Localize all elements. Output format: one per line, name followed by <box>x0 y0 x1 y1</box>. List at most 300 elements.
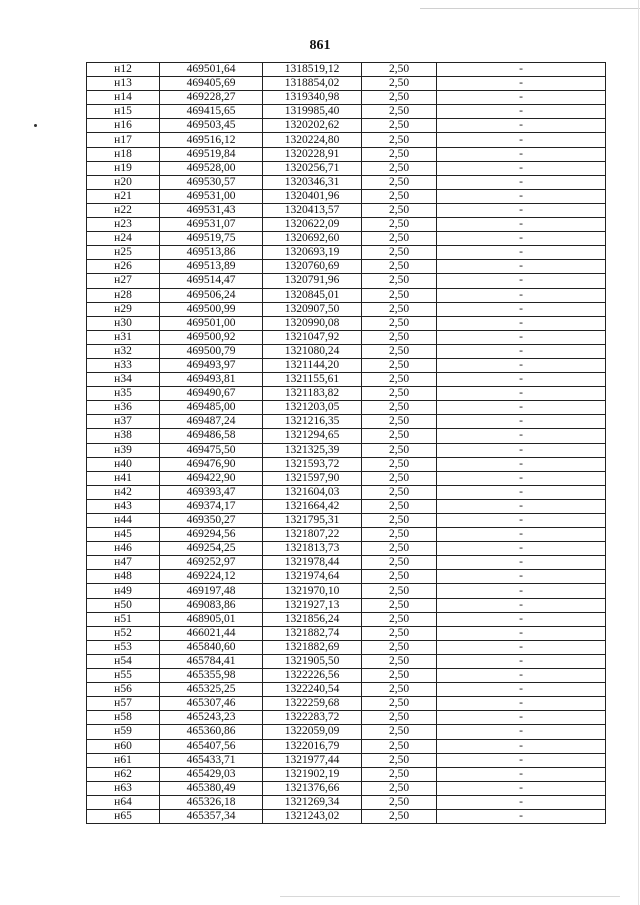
table-row <box>87 288 606 302</box>
table-row <box>87 570 606 584</box>
y-coordinate-cell: 1320256,71 <box>263 161 362 175</box>
table-row <box>87 767 606 781</box>
y-coordinate-cell: 1320202,62 <box>263 119 362 133</box>
page-number: 861 <box>309 38 331 53</box>
point-id-cell: н56 <box>87 683 160 697</box>
point-id-cell: н36 <box>87 401 160 415</box>
x-coordinate-cell: 465380,49 <box>160 781 263 795</box>
note-cell: - <box>437 485 606 499</box>
accuracy-cell: 2,50 <box>362 809 437 823</box>
x-coordinate-cell: 469476,90 <box>160 457 263 471</box>
note-cell: - <box>437 260 606 274</box>
point-id-cell: н60 <box>87 739 160 753</box>
table-row <box>87 147 606 161</box>
x-coordinate-cell: 469516,12 <box>160 133 263 147</box>
accuracy-cell: 2,50 <box>362 373 437 387</box>
note-cell: - <box>437 232 606 246</box>
table-row <box>87 612 606 626</box>
point-id-cell: н34 <box>87 373 160 387</box>
note-cell: - <box>437 373 606 387</box>
note-cell: - <box>437 246 606 260</box>
table-row <box>87 133 606 147</box>
note-cell: - <box>437 443 606 457</box>
accuracy-cell: 2,50 <box>362 584 437 598</box>
table-row <box>87 809 606 823</box>
note-cell: - <box>437 63 606 77</box>
y-coordinate-cell: 1321203,05 <box>263 401 362 415</box>
table-row <box>87 542 606 556</box>
note-cell: - <box>437 767 606 781</box>
accuracy-cell: 2,50 <box>362 725 437 739</box>
x-coordinate-cell: 465360,86 <box>160 725 263 739</box>
table-row <box>87 471 606 485</box>
y-coordinate-cell: 1321294,65 <box>263 429 362 443</box>
y-coordinate-cell: 1320990,08 <box>263 316 362 330</box>
y-coordinate-cell: 1321269,34 <box>263 795 362 809</box>
accuracy-cell: 2,50 <box>362 683 437 697</box>
accuracy-cell: 2,50 <box>362 514 437 528</box>
y-coordinate-cell: 1321047,92 <box>263 330 362 344</box>
accuracy-cell: 2,50 <box>362 63 437 77</box>
point-id-cell: н35 <box>87 387 160 401</box>
point-id-cell: н21 <box>87 189 160 203</box>
accuracy-cell: 2,50 <box>362 105 437 119</box>
accuracy-cell: 2,50 <box>362 133 437 147</box>
table-row <box>87 274 606 288</box>
point-id-cell: н61 <box>87 753 160 767</box>
y-coordinate-cell: 1321593,72 <box>263 457 362 471</box>
note-cell: - <box>437 119 606 133</box>
y-coordinate-cell: 1321882,74 <box>263 626 362 640</box>
accuracy-cell: 2,50 <box>362 697 437 711</box>
table-row <box>87 246 606 260</box>
y-coordinate-cell: 1321970,10 <box>263 584 362 598</box>
accuracy-cell: 2,50 <box>362 344 437 358</box>
table-row <box>87 175 606 189</box>
table-row <box>87 669 606 683</box>
point-id-cell: н27 <box>87 274 160 288</box>
note-cell: - <box>437 302 606 316</box>
y-coordinate-cell: 1321604,03 <box>263 485 362 499</box>
accuracy-cell: 2,50 <box>362 471 437 485</box>
note-cell: - <box>437 91 606 105</box>
note-cell: - <box>437 161 606 175</box>
y-coordinate-cell: 1320224,80 <box>263 133 362 147</box>
accuracy-cell: 2,50 <box>362 175 437 189</box>
x-coordinate-cell: 469531,43 <box>160 203 263 217</box>
note-cell: - <box>437 781 606 795</box>
accuracy-cell: 2,50 <box>362 246 437 260</box>
x-coordinate-cell: 469501,00 <box>160 316 263 330</box>
note-cell: - <box>437 640 606 654</box>
y-coordinate-cell: 1321216,35 <box>263 415 362 429</box>
point-id-cell: н62 <box>87 767 160 781</box>
point-id-cell: н30 <box>87 316 160 330</box>
point-id-cell: н42 <box>87 485 160 499</box>
note-cell: - <box>437 654 606 668</box>
table-row <box>87 795 606 809</box>
point-id-cell: н48 <box>87 570 160 584</box>
accuracy-cell: 2,50 <box>362 119 437 133</box>
table-row <box>87 358 606 372</box>
table-row <box>87 654 606 668</box>
table-row <box>87 203 606 217</box>
table-row <box>87 499 606 513</box>
y-coordinate-cell: 1321807,22 <box>263 528 362 542</box>
accuracy-cell: 2,50 <box>362 77 437 91</box>
x-coordinate-cell: 469405,69 <box>160 77 263 91</box>
x-coordinate-cell: 469415,65 <box>160 105 263 119</box>
x-coordinate-cell: 469224,12 <box>160 570 263 584</box>
note-cell: - <box>437 584 606 598</box>
accuracy-cell: 2,50 <box>362 654 437 668</box>
y-coordinate-cell: 1319985,40 <box>263 105 362 119</box>
point-id-cell: н46 <box>87 542 160 556</box>
x-coordinate-cell: 465429,03 <box>160 767 263 781</box>
accuracy-cell: 2,50 <box>362 669 437 683</box>
y-coordinate-cell: 1321856,24 <box>263 612 362 626</box>
x-coordinate-cell: 469486,58 <box>160 429 263 443</box>
accuracy-cell: 2,50 <box>362 316 437 330</box>
x-coordinate-cell: 469422,90 <box>160 471 263 485</box>
table-row <box>87 556 606 570</box>
accuracy-cell: 2,50 <box>362 739 437 753</box>
x-coordinate-cell: 469228,27 <box>160 91 263 105</box>
y-coordinate-cell: 1322226,56 <box>263 669 362 683</box>
x-coordinate-cell: 468905,01 <box>160 612 263 626</box>
table-row <box>87 415 606 429</box>
accuracy-cell: 2,50 <box>362 556 437 570</box>
accuracy-cell: 2,50 <box>362 711 437 725</box>
x-coordinate-cell: 465407,56 <box>160 739 263 753</box>
x-coordinate-cell: 469501,64 <box>160 63 263 77</box>
x-coordinate-cell: 469513,89 <box>160 260 263 274</box>
x-coordinate-cell: 469528,00 <box>160 161 263 175</box>
x-coordinate-cell: 469197,48 <box>160 584 263 598</box>
y-coordinate-cell: 1321664,42 <box>263 499 362 513</box>
x-coordinate-cell: 469531,07 <box>160 218 263 232</box>
y-coordinate-cell: 1321977,44 <box>263 753 362 767</box>
table-row <box>87 91 606 105</box>
note-cell: - <box>437 795 606 809</box>
table-row <box>87 260 606 274</box>
note-cell: - <box>437 809 606 823</box>
point-id-cell: н41 <box>87 471 160 485</box>
scan-top-border <box>420 8 640 9</box>
y-coordinate-cell: 1321243,02 <box>263 809 362 823</box>
accuracy-cell: 2,50 <box>362 147 437 161</box>
note-cell: - <box>437 499 606 513</box>
table-row <box>87 302 606 316</box>
y-coordinate-cell: 1321183,82 <box>263 387 362 401</box>
accuracy-cell: 2,50 <box>362 401 437 415</box>
note-cell: - <box>437 175 606 189</box>
note-cell: - <box>437 415 606 429</box>
table-row <box>87 316 606 330</box>
accuracy-cell: 2,50 <box>362 485 437 499</box>
table-row <box>87 443 606 457</box>
y-coordinate-cell: 1320413,57 <box>263 203 362 217</box>
table-row <box>87 457 606 471</box>
accuracy-cell: 2,50 <box>362 218 437 232</box>
y-coordinate-cell: 1321376,66 <box>263 781 362 795</box>
point-id-cell: н16 <box>87 119 160 133</box>
x-coordinate-cell: 469487,24 <box>160 415 263 429</box>
note-cell: - <box>437 387 606 401</box>
table-row <box>87 781 606 795</box>
y-coordinate-cell: 1320907,50 <box>263 302 362 316</box>
point-id-cell: н58 <box>87 711 160 725</box>
note-cell: - <box>437 203 606 217</box>
point-id-cell: н50 <box>87 598 160 612</box>
point-id-cell: н15 <box>87 105 160 119</box>
point-id-cell: н45 <box>87 528 160 542</box>
y-coordinate-cell: 1318854,02 <box>263 77 362 91</box>
point-id-cell: н47 <box>87 556 160 570</box>
note-cell: - <box>437 77 606 91</box>
x-coordinate-cell: 469294,56 <box>160 528 263 542</box>
x-coordinate-cell: 469500,79 <box>160 344 263 358</box>
y-coordinate-cell: 1322283,72 <box>263 711 362 725</box>
table-row <box>87 711 606 725</box>
point-id-cell: н23 <box>87 218 160 232</box>
x-coordinate-cell: 466021,44 <box>160 626 263 640</box>
table-row <box>87 387 606 401</box>
accuracy-cell: 2,50 <box>362 542 437 556</box>
point-id-cell: н37 <box>87 415 160 429</box>
accuracy-cell: 2,50 <box>362 443 437 457</box>
y-coordinate-cell: 1320845,01 <box>263 288 362 302</box>
table-row <box>87 218 606 232</box>
table-row <box>87 105 606 119</box>
y-coordinate-cell: 1319340,98 <box>263 91 362 105</box>
table-row <box>87 63 606 77</box>
x-coordinate-cell: 469493,97 <box>160 358 263 372</box>
accuracy-cell: 2,50 <box>362 457 437 471</box>
accuracy-cell: 2,50 <box>362 189 437 203</box>
point-id-cell: н44 <box>87 514 160 528</box>
y-coordinate-cell: 1321795,31 <box>263 514 362 528</box>
y-coordinate-cell: 1322240,54 <box>263 683 362 697</box>
accuracy-cell: 2,50 <box>362 640 437 654</box>
table-row <box>87 330 606 344</box>
x-coordinate-cell: 469374,17 <box>160 499 263 513</box>
x-coordinate-cell: 465355,98 <box>160 669 263 683</box>
y-coordinate-cell: 1321144,20 <box>263 358 362 372</box>
x-coordinate-cell: 469531,00 <box>160 189 263 203</box>
point-id-cell: н20 <box>87 175 160 189</box>
x-coordinate-cell: 469350,27 <box>160 514 263 528</box>
y-coordinate-cell: 1320693,19 <box>263 246 362 260</box>
table-row <box>87 344 606 358</box>
point-id-cell: н31 <box>87 330 160 344</box>
note-cell: - <box>437 189 606 203</box>
note-cell: - <box>437 556 606 570</box>
table-row <box>87 232 606 246</box>
point-id-cell: н49 <box>87 584 160 598</box>
y-coordinate-cell: 1321597,90 <box>263 471 362 485</box>
y-coordinate-cell: 1321902,19 <box>263 767 362 781</box>
y-coordinate-cell: 1320401,96 <box>263 189 362 203</box>
x-coordinate-cell: 469252,97 <box>160 556 263 570</box>
y-coordinate-cell: 1321978,44 <box>263 556 362 570</box>
note-cell: - <box>437 218 606 232</box>
note-cell: - <box>437 669 606 683</box>
y-coordinate-cell: 1320346,31 <box>263 175 362 189</box>
table-row <box>87 485 606 499</box>
accuracy-cell: 2,50 <box>362 91 437 105</box>
table-row <box>87 528 606 542</box>
x-coordinate-cell: 469254,25 <box>160 542 263 556</box>
point-id-cell: н40 <box>87 457 160 471</box>
table-row <box>87 697 606 711</box>
x-coordinate-cell: 469485,00 <box>160 401 263 415</box>
x-coordinate-cell: 465357,34 <box>160 809 263 823</box>
note-cell: - <box>437 683 606 697</box>
y-coordinate-cell: 1318519,12 <box>263 63 362 77</box>
x-coordinate-cell: 469493,81 <box>160 373 263 387</box>
point-id-cell: н22 <box>87 203 160 217</box>
point-id-cell: н55 <box>87 669 160 683</box>
x-coordinate-cell: 469519,75 <box>160 232 263 246</box>
x-coordinate-cell: 469530,57 <box>160 175 263 189</box>
x-coordinate-cell: 469500,92 <box>160 330 263 344</box>
accuracy-cell: 2,50 <box>362 260 437 274</box>
point-id-cell: н29 <box>87 302 160 316</box>
point-id-cell: н64 <box>87 795 160 809</box>
note-cell: - <box>437 133 606 147</box>
accuracy-cell: 2,50 <box>362 415 437 429</box>
y-coordinate-cell: 1321882,69 <box>263 640 362 654</box>
y-coordinate-cell: 1320760,69 <box>263 260 362 274</box>
point-id-cell: н43 <box>87 499 160 513</box>
note-cell: - <box>437 739 606 753</box>
accuracy-cell: 2,50 <box>362 598 437 612</box>
accuracy-cell: 2,50 <box>362 781 437 795</box>
table-row <box>87 640 606 654</box>
y-coordinate-cell: 1322259,68 <box>263 697 362 711</box>
point-id-cell: н33 <box>87 358 160 372</box>
table-row <box>87 584 606 598</box>
x-coordinate-cell: 469490,67 <box>160 387 263 401</box>
x-coordinate-cell: 469475,50 <box>160 443 263 457</box>
scan-bottom-border <box>280 896 620 897</box>
y-coordinate-cell: 1322059,09 <box>263 725 362 739</box>
y-coordinate-cell: 1321813,73 <box>263 542 362 556</box>
y-coordinate-cell: 1320622,09 <box>263 218 362 232</box>
accuracy-cell: 2,50 <box>362 302 437 316</box>
y-coordinate-cell: 1321905,50 <box>263 654 362 668</box>
note-cell: - <box>437 697 606 711</box>
point-id-cell: н65 <box>87 809 160 823</box>
y-coordinate-cell: 1321325,39 <box>263 443 362 457</box>
x-coordinate-cell: 465784,41 <box>160 654 263 668</box>
x-coordinate-cell: 469506,24 <box>160 288 263 302</box>
accuracy-cell: 2,50 <box>362 528 437 542</box>
x-coordinate-cell: 465433,71 <box>160 753 263 767</box>
accuracy-cell: 2,50 <box>362 753 437 767</box>
accuracy-cell: 2,50 <box>362 626 437 640</box>
y-coordinate-cell: 1321974,64 <box>263 570 362 584</box>
x-coordinate-cell: 469513,86 <box>160 246 263 260</box>
point-id-cell: н12 <box>87 63 160 77</box>
note-cell: - <box>437 725 606 739</box>
note-cell: - <box>437 330 606 344</box>
coordinates-table-body <box>87 63 606 824</box>
accuracy-cell: 2,50 <box>362 570 437 584</box>
note-cell: - <box>437 105 606 119</box>
y-coordinate-cell: 1320692,60 <box>263 232 362 246</box>
accuracy-cell: 2,50 <box>362 612 437 626</box>
table-row <box>87 725 606 739</box>
note-cell: - <box>437 514 606 528</box>
table-row <box>87 739 606 753</box>
x-coordinate-cell: 465243,23 <box>160 711 263 725</box>
note-cell: - <box>437 598 606 612</box>
point-id-cell: н13 <box>87 77 160 91</box>
table-row <box>87 189 606 203</box>
point-id-cell: н32 <box>87 344 160 358</box>
coordinates-table-container <box>86 62 600 824</box>
x-coordinate-cell: 465307,46 <box>160 697 263 711</box>
point-id-cell: н19 <box>87 161 160 175</box>
table-row <box>87 753 606 767</box>
accuracy-cell: 2,50 <box>362 161 437 175</box>
note-cell: - <box>437 542 606 556</box>
accuracy-cell: 2,50 <box>362 499 437 513</box>
table-row <box>87 429 606 443</box>
point-id-cell: н51 <box>87 612 160 626</box>
point-id-cell: н18 <box>87 147 160 161</box>
y-coordinate-cell: 1321080,24 <box>263 344 362 358</box>
point-id-cell: н24 <box>87 232 160 246</box>
y-coordinate-cell: 1320791,96 <box>263 274 362 288</box>
point-id-cell: н25 <box>87 246 160 260</box>
x-coordinate-cell: 465840,60 <box>160 640 263 654</box>
accuracy-cell: 2,50 <box>362 232 437 246</box>
point-id-cell: н52 <box>87 626 160 640</box>
note-cell: - <box>437 711 606 725</box>
x-coordinate-cell: 469519,84 <box>160 147 263 161</box>
point-id-cell: н63 <box>87 781 160 795</box>
x-coordinate-cell: 469500,99 <box>160 302 263 316</box>
note-cell: - <box>437 401 606 415</box>
x-coordinate-cell: 465325,25 <box>160 683 263 697</box>
accuracy-cell: 2,50 <box>362 387 437 401</box>
note-cell: - <box>437 358 606 372</box>
table-row <box>87 514 606 528</box>
accuracy-cell: 2,50 <box>362 429 437 443</box>
accuracy-cell: 2,50 <box>362 274 437 288</box>
point-id-cell: н39 <box>87 443 160 457</box>
table-row <box>87 373 606 387</box>
point-id-cell: н17 <box>87 133 160 147</box>
point-id-cell: н26 <box>87 260 160 274</box>
accuracy-cell: 2,50 <box>362 795 437 809</box>
point-id-cell: н53 <box>87 640 160 654</box>
point-id-cell: н54 <box>87 654 160 668</box>
note-cell: - <box>437 147 606 161</box>
table-row <box>87 598 606 612</box>
x-coordinate-cell: 465326,18 <box>160 795 263 809</box>
y-coordinate-cell: 1320228,91 <box>263 147 362 161</box>
table-row <box>87 401 606 415</box>
note-cell: - <box>437 288 606 302</box>
note-cell: - <box>437 274 606 288</box>
table-row <box>87 683 606 697</box>
y-coordinate-cell: 1321155,61 <box>263 373 362 387</box>
x-coordinate-cell: 469514,47 <box>160 274 263 288</box>
